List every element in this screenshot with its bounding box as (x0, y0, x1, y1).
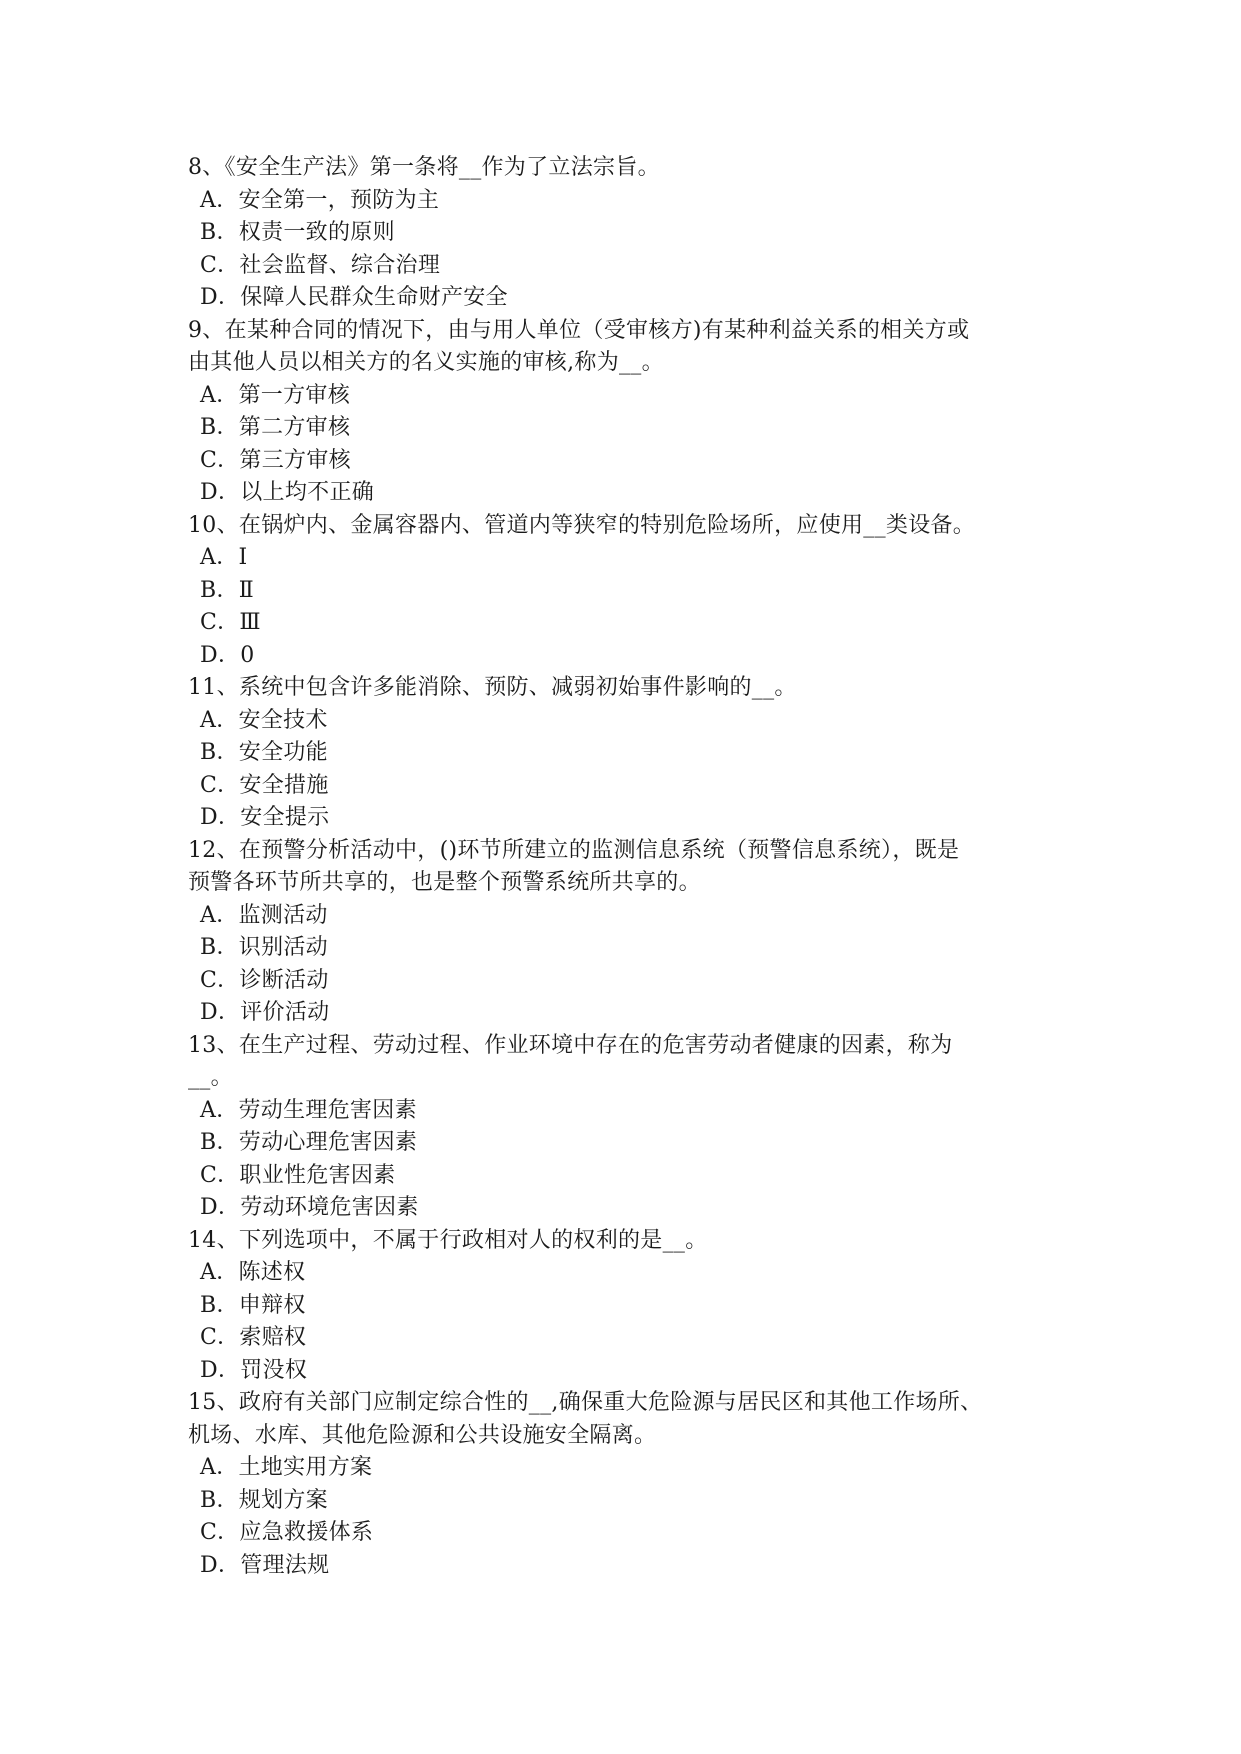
question-13-option-d: D．劳动环境危害因素 (200, 1195, 419, 1220)
question-15-option-d: D．管理法规 (200, 1552, 330, 1578)
question-14-option-c: C．索赔权 (200, 1325, 307, 1350)
question-9-option-c: C．第三方审核 (200, 447, 351, 473)
question-11-option-c: C．安全措施 (200, 772, 329, 798)
question-14 (188, 1225, 1068, 1388)
question-8-option-d: D．保障人民群众生命财产安全 (200, 285, 508, 310)
question-8-option-a: A．安全第一，预防为主 (200, 187, 440, 213)
question-10-option-a: A．Ⅰ (200, 545, 248, 570)
question-10-option-d: D．0 (200, 642, 255, 668)
question-15-text-line-2: 机场、水库、其他危险源和公共设施安全隔离。 (188, 1422, 657, 1448)
question-11-option-b: B．安全功能 (200, 740, 328, 765)
question-15 (188, 1387, 1068, 1582)
question-12-option-d: D．评价活动 (200, 1000, 330, 1025)
question-10 (188, 510, 1068, 673)
question-14-option-d: D．罚没权 (200, 1357, 308, 1383)
question-15-option-b: B．规划方案 (200, 1487, 328, 1513)
question-8-text: 8、《安全生产法》第一条将__作为了立法宗旨。 (188, 155, 660, 180)
question-14-text: 14、下列选项中，不属于行政相对人的权利的是__。 (188, 1227, 708, 1253)
question-13-option-b: B．劳动心理危害因素 (200, 1130, 418, 1155)
question-10-option-b: B．Ⅱ (200, 577, 255, 603)
question-8-option-c: C．社会监督、综合治理 (200, 252, 441, 278)
question-10-option-c: C．Ⅲ (200, 610, 261, 635)
question-9 (188, 315, 1068, 510)
question-12-option-c: C．诊断活动 (200, 967, 329, 993)
question-9-option-b: B．第二方审核 (200, 415, 351, 440)
question-12-option-a: A．监测活动 (200, 902, 328, 928)
question-15-option-c: C．应急救援体系 (200, 1520, 374, 1545)
question-10-text: 10、在锅炉内、金属容器内、管道内等狭窄的特别危险场所，应使用__类设备。 (188, 512, 976, 538)
question-15-option-a: A．土地实用方案 (200, 1455, 373, 1480)
question-13-option-c: C．职业性危害因素 (200, 1162, 396, 1188)
question-9-option-d: D．以上均不正确 (200, 480, 375, 505)
question-13-text-line-2: __。 (188, 1065, 233, 1090)
question-12 (188, 835, 1068, 1030)
question-11-text: 11、系统中包含许多能消除、预防、减弱初始事件影响的__。 (188, 675, 797, 700)
question-13-option-a: A．劳动生理危害因素 (200, 1097, 417, 1123)
question-12-text-line-2: 预警各环节所共享的，也是整个预警系统所共享的。 (188, 870, 701, 895)
question-13 (188, 1030, 1068, 1225)
question-11 (188, 672, 1068, 835)
question-14-option-a: A．陈述权 (200, 1260, 306, 1285)
question-14-option-b: B．申辩权 (200, 1292, 306, 1318)
question-15-text-line-1: 15、政府有关部门应制定综合性的__,确保重大危险源与居民区和其他工作场所、 (188, 1390, 983, 1415)
question-8-option-b: B．权责一致的原则 (200, 220, 395, 245)
question-list (188, 152, 1068, 1582)
question-9-text-line-1: 9、在某种合同的情况下，由与用人单位（受审核方)有某种利益关系的相关方或 (188, 317, 970, 343)
question-11-option-a: A．安全技术 (200, 707, 328, 733)
question-11-option-d: D．安全提示 (200, 805, 330, 830)
question-12-option-b: B．识别活动 (200, 935, 328, 960)
question-13-text-line-1: 13、在生产过程、劳动过程、作业环境中存在的危害劳动者健康的因素，称为 (188, 1032, 953, 1058)
question-8 (188, 152, 1068, 315)
question-9-option-a: A．第一方审核 (200, 382, 350, 408)
question-12-text-line-1: 12、在预警分析活动中，()环节所建立的监测信息系统（预警信息系统），既是 (188, 837, 960, 863)
question-9-text-line-2: 由其他人员以相关方的名义实施的审核,称为__。 (188, 350, 664, 375)
